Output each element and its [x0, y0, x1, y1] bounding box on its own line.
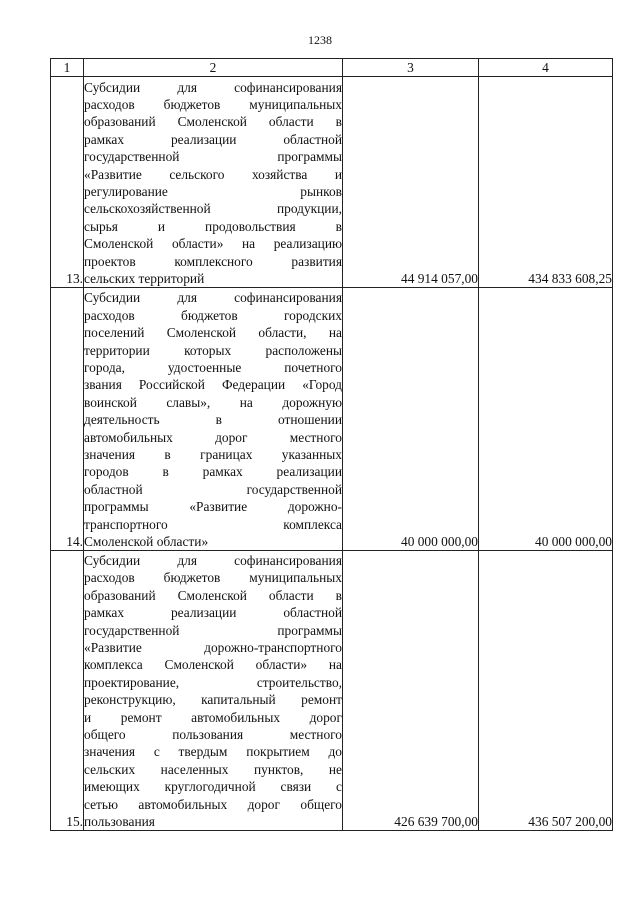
- description-line: пользования: [84, 814, 155, 829]
- description-line: «Развитие сельского хозяйства и: [84, 166, 342, 182]
- column-header-1: 1: [51, 59, 84, 77]
- row-index: 15.: [51, 551, 84, 831]
- description-line: комплекса Смоленской области» на: [84, 657, 342, 673]
- description-line: реконструкцию, капитальный ремонт: [84, 692, 342, 708]
- description-line: сельскохозяйственной продукции,: [84, 201, 342, 217]
- description-line: имеющих круглогодичной связи с: [84, 779, 342, 795]
- page-number: 1238: [308, 33, 332, 47]
- description-line: городов в рамках реализации: [84, 464, 342, 480]
- description-line: регулирование рынков: [84, 183, 342, 199]
- table-row: [51, 551, 613, 831]
- description-line: и ремонт автомобильных дорог: [84, 709, 342, 725]
- description-line: значения в границах указанных: [84, 446, 342, 462]
- description-line: сырья и продовольствия в: [84, 218, 342, 234]
- description-line: программы «Развитие дорожно-: [84, 499, 342, 515]
- description-line: Субсидии для софинансирования: [84, 79, 342, 95]
- budget-table: [50, 58, 613, 831]
- amount-col3: 40 000 000,00: [343, 288, 479, 551]
- row-index: 14.: [51, 288, 84, 551]
- description-line: образований Смоленской области в: [84, 587, 342, 603]
- row-index: 13.: [51, 77, 84, 288]
- description-line: значения с твердым покрытием до: [84, 744, 342, 760]
- description-line: деятельность в отношении: [84, 412, 342, 428]
- description-line: государственной программы: [84, 622, 342, 638]
- description-line: общего пользования местного: [84, 726, 342, 742]
- description-line: Субсидии для софинансирования: [84, 552, 342, 568]
- description-line: города, удостоенные почетного: [84, 359, 342, 375]
- description-line: государственной программы: [84, 149, 342, 165]
- amount-col3: 426 639 700,00: [343, 551, 479, 831]
- description-line: проектирование, строительство,: [84, 674, 342, 690]
- amount-col4: 40 000 000,00: [479, 288, 613, 551]
- description-line: воинской славы», на дорожную: [84, 394, 342, 410]
- column-header-3: 3: [343, 59, 479, 77]
- description-line: автомобильных дорог местного: [84, 429, 342, 445]
- description-line: сетью автомобильных дорог общего: [84, 796, 342, 812]
- amount-col3: 44 914 057,00: [343, 77, 479, 288]
- description-line: звания Российской Федерации «Город: [84, 377, 342, 393]
- table-header-row: [51, 59, 613, 77]
- description-line: рамках реализации областной: [84, 131, 342, 147]
- description-line: Субсидии для софинансирования: [84, 290, 342, 306]
- description-line: расходов бюджетов городских: [84, 307, 342, 323]
- description-line: территории которых расположены: [84, 342, 342, 358]
- table-row: [51, 77, 613, 288]
- row-description: [84, 288, 343, 551]
- amount-col4: 436 507 200,00: [479, 551, 613, 831]
- description-line: транспортного комплекса: [84, 516, 342, 532]
- description-line: Смоленской области» на реализацию: [84, 236, 342, 252]
- description-line: сельских населенных пунктов, не: [84, 761, 342, 777]
- description-line: поселений Смоленской области, на: [84, 325, 342, 341]
- description-line: расходов бюджетов муниципальных: [84, 570, 342, 586]
- description-line: проектов комплексного развития: [84, 253, 342, 269]
- amount-col4: 434 833 608,25: [479, 77, 613, 288]
- description-line: образований Смоленской области в: [84, 114, 342, 130]
- row-description: [84, 77, 343, 288]
- description-line: расходов бюджетов муниципальных: [84, 96, 342, 112]
- description-line: рамках реализации областной: [84, 605, 342, 621]
- table-row: [51, 288, 613, 551]
- column-header-2: 2: [84, 59, 343, 77]
- row-description: [84, 551, 343, 831]
- column-header-4: 4: [479, 59, 613, 77]
- description-line: Смоленской области»: [84, 534, 209, 549]
- description-line: сельских территорий: [84, 271, 205, 286]
- description-line: «Развитие дорожно-транспортного: [84, 639, 342, 655]
- description-line: областной государственной: [84, 481, 342, 497]
